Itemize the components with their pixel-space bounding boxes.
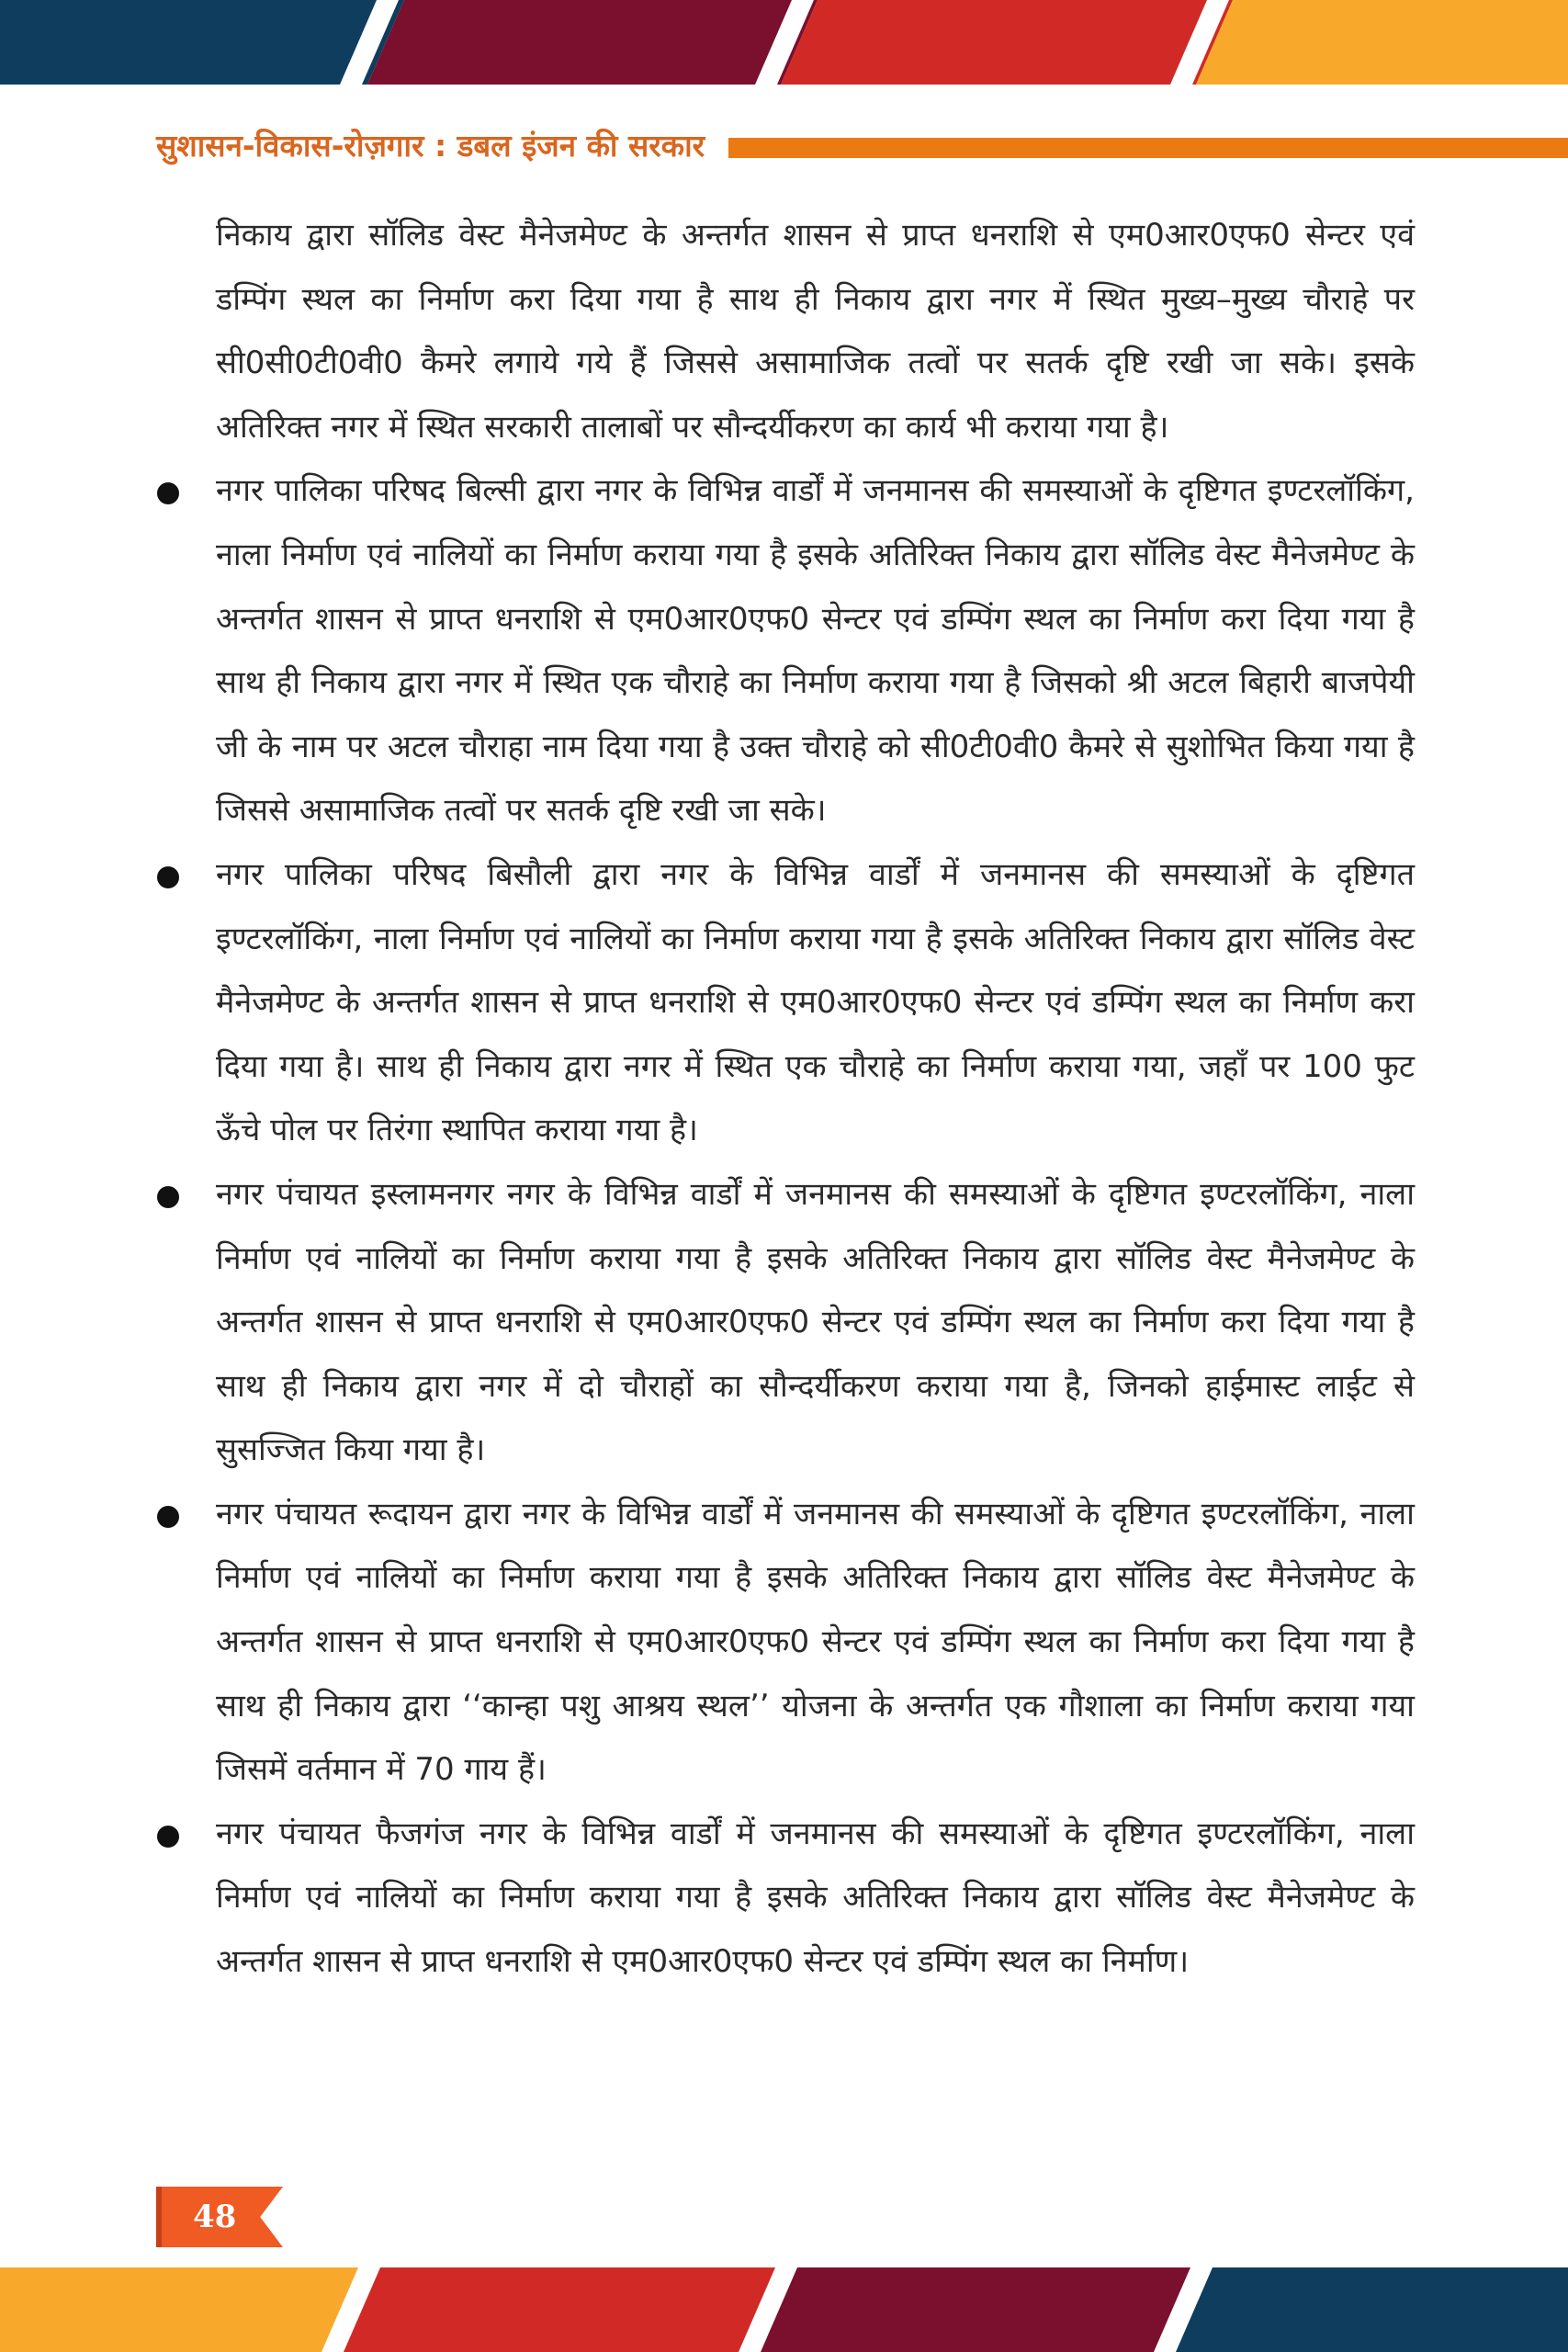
paragraph-text: नगर पंचायत रूदायन द्वारा नगर के विभिन्न वार्डों में जनमानस की समस्याओं के दृष्टिगत इण्टरलॉकिंग, नाला निर्माण एवं नालियों का निर्माण कराया गया है इसके अतिरिक्त निकाय द्वारा सॉलिड वेस्ट मैनेजमेण्ट के अन्तर्गत शासन से प्राप्त धनराशि से एम0आर0एफ0 सेन्टर एवं डम्पिंग स्थल का निर्माण करा दिया गया है साथ ही निकाय द्वारा ‘‘कान्हा पशु आश्रय स्थल’’ योजना के अन्तर्गत एक गौशाला का निर्माण कराया गया जिसमें वर्तमान में 70 गाय हैं। bbox=[216, 1495, 1415, 1789]
bullet-item-faizganj bbox=[147, 1803, 1415, 1995]
top-band-maroon bbox=[367, 0, 818, 85]
bottom-band-amber bbox=[0, 2267, 378, 2352]
paragraph-text: नगर पालिका परिषद बिसौली द्वारा नगर के विभिन्न वार्डों में जनमानस की समस्याओं के दृष्टिगत इण्टरलॉकिंग, नाला निर्माण एवं नालियों का निर्माण कराया गया है इसके अतिरिक्त निकाय द्वारा सॉलिड वेस्ट मैनेजमेण्ट के अन्तर्गत शासन से प्राप्त धनराशि से एम0आर0एफ0 सेन्टर एवं डम्पिंग स्थल का निर्माण करा दिया गया है। साथ ही निकाय द्वारा नगर में स्थित एक चौराहे का निर्माण कराया गया, जहाँ पर 100 फुट ऊँचे पोल पर तिरंगा स्थापित कराया गया है। bbox=[216, 855, 1415, 1149]
header-title: सुशासन-विकास-रोज़गार : डबल इंजन की सरकार bbox=[156, 128, 705, 164]
top-band-red bbox=[781, 0, 1233, 85]
paragraph-continuation bbox=[147, 204, 1415, 459]
top-band-amber bbox=[1196, 0, 1568, 85]
bullet-icon bbox=[157, 1506, 179, 1528]
page-number: 48 bbox=[193, 2199, 237, 2235]
paragraph-text: निकाय द्वारा सॉलिड वेस्ट मैनेजमेण्ट के अन्तर्गत शासन से प्राप्त धनराशि से एम0आर0एफ0 सेन्टर एवं डम्पिंग स्थल का निर्माण करा दिया गया है साथ ही निकाय द्वारा नगर में स्थित मुख्य–मुख्य चौराहे पर सी0सी0टी0वी0 कैमरे लगाये गये हैं जिससे असामाजिक तत्वों पर सतर्क दृष्टि रखी जा सके। इसके अतिरिक्त नगर में स्थित सरकारी तालाबों पर सौन्दर्यीकरण का कार्य भी कराया गया है। bbox=[216, 217, 1415, 446]
bullet-item-islamnagar bbox=[147, 1163, 1415, 1483]
top-color-band bbox=[0, 0, 1568, 85]
top-band-navy bbox=[0, 0, 404, 85]
bullet-icon bbox=[157, 1186, 179, 1208]
bullet-item-bisauli bbox=[147, 843, 1415, 1163]
bullet-icon bbox=[157, 1826, 179, 1848]
bottom-band-navy bbox=[1174, 2267, 1568, 2352]
bottom-band-red bbox=[342, 2267, 795, 2352]
paragraph-text: नगर पालिका परिषद बिल्सी द्वारा नगर के विभिन्न वार्डों में जनमानस की समस्याओं के दृष्टिगत इण्टरलॉकिंग, नाला निर्माण एवं नालियों का निर्माण कराया गया है इसके अतिरिक्त निकाय द्वारा सॉलिड वेस्ट मैनेजमेण्ट के अन्तर्गत शासन से प्राप्त धनराशि से एम0आर0एफ0 सेन्टर एवं डम्पिंग स्थल का निर्माण करा दिया गया है साथ ही निकाय द्वारा नगर में स्थित एक चौराहे का निर्माण कराया गया है जिसको श्री अटल बिहारी बाजपेयी जी के नाम पर अटल चौराहा नाम दिया गया है उक्त चौराहे को सी0टी0वी0 कैमरे से सुशोभित किया गया है जिससे असामाजिक तत्वों पर सतर्क दृष्टि रखी जा सके। bbox=[216, 472, 1415, 830]
bullet-icon bbox=[157, 866, 179, 888]
paragraph-text: नगर पंचायत इस्लामनगर नगर के विभिन्न वार्डों में जनमानस की समस्याओं के दृष्टिगत इण्टरलॉकिंग, नाला निर्माण एवं नालियों का निर्माण कराया गया है इसके अतिरिक्त निकाय द्वारा सॉलिड वेस्ट मैनेजमेण्ट के अन्तर्गत शासन से प्राप्त धनराशि से एम0आर0एफ0 सेन्टर एवं डम्पिंग स्थल का निर्माण करा दिया गया है साथ ही निकाय द्वारा नगर में दो चौराहों का सौन्दर्यीकरण कराया गया है, जिनको हाईमास्ट लाईट से सुसज्जित किया गया है। bbox=[216, 1175, 1415, 1469]
bullet-item-rudayan bbox=[147, 1483, 1415, 1803]
bottom-band-maroon bbox=[759, 2267, 1211, 2352]
running-header bbox=[156, 125, 1415, 171]
bottom-color-band bbox=[0, 2267, 1568, 2352]
page-content bbox=[147, 204, 1415, 1995]
header-rule bbox=[728, 138, 1568, 158]
page-number-tab-shade bbox=[156, 2187, 162, 2247]
bullet-item-bilsi bbox=[147, 459, 1415, 843]
bullet-icon bbox=[157, 482, 179, 504]
paragraph-text: नगर पंचायत फैजगंज नगर के विभिन्न वार्डों में जनमानस की समस्याओं के दृष्टिगत इण्टरलॉकिंग, नाला निर्माण एवं नालियों का निर्माण कराया गया है इसके अतिरिक्त निकाय द्वारा सॉलिड वेस्ट मैनेजमेण्ट के अन्तर्गत शासन से प्राप्त धनराशि से एम0आर0एफ0 सेन्टर एवं डम्पिंग स्थल का निर्माण। bbox=[216, 1815, 1415, 1981]
